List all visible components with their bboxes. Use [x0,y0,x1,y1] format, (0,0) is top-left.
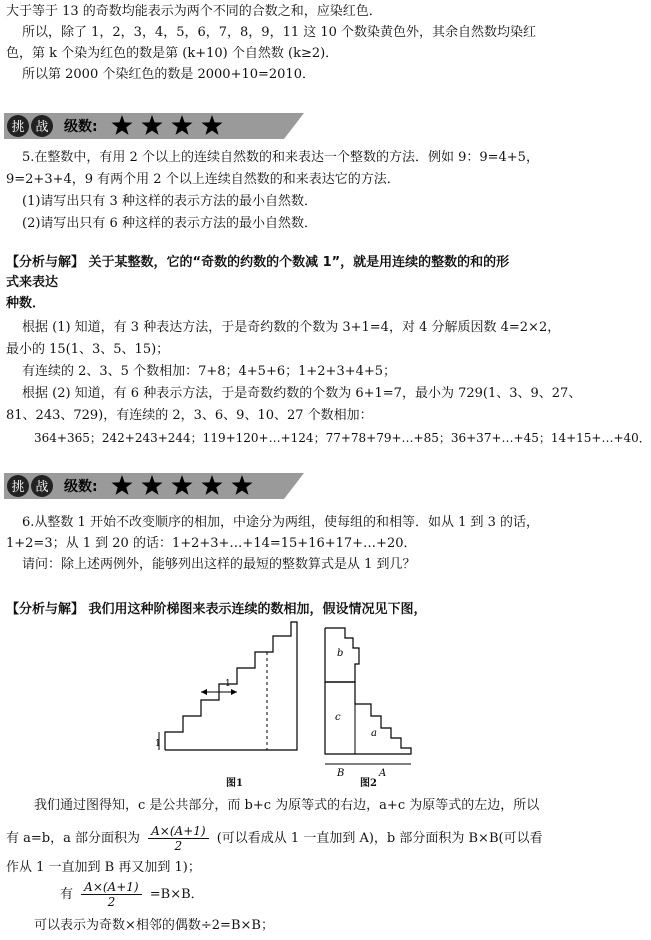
text-line: 大于等于 13 的奇数均能表示为两个不同的合数之和，应染红色． [6,4,382,19]
figure-caption: 图2 [360,778,377,789]
answer-line: 81、243、729)，有连续的 2，3、6、9、10、27 个数相加： [6,408,373,423]
challenge-banner-5 [4,473,304,499]
question-line: 1+2=3；从 1 到 20 的话：1+2+3+…+14=15+16+17+…+20． [6,536,417,551]
answer-text: 有 [60,887,74,902]
question-line: 6.从整数 1 开始不改变顺序的相加，中途分为两组，使每组的和相等．如从 1 到 3 的话， [22,515,540,530]
text-line: 色，第 k 个染为红色的数是第 (k+10) 个自然数 (k≥2)． [6,46,339,61]
text-line: 所以第 2000 个染红色的数是 2000+10=2010． [22,67,315,82]
question-line: 请问：除上述两例外，能够列出这样的最短的整数算式是从 1 到几？ [22,557,416,572]
challenge-banner-4 [4,113,304,139]
fraction-numerator: A×(A+1) [148,824,208,839]
fig2-label-B: B [337,768,345,779]
fig2-region-a: a [371,728,377,739]
answer-line: 可以表示为奇数×相邻的偶数÷2=B×B； [34,918,274,933]
answer-heading: 式来表达 [6,275,59,290]
badge-char-1: 挑 [11,480,25,495]
staircase-figure-2 [315,618,425,778]
fig2-label-A: A [379,768,387,779]
question-line: 5.在整数中，有用 2 个以上的连续自然数的和来表达一个整数的方法．例如 9：9=4+5， [22,150,539,165]
fraction-denominator: 2 [107,895,116,909]
answer-heading: 【分析与解】 我们用这种阶梯图来表示连续的数相加，假设情况见下图， [6,602,427,617]
badge-char-2: 战 [35,480,49,495]
answer-text: =B×B． [149,887,204,902]
fig1-step-height-label: 1 [155,739,161,749]
question-subitem: (1)请写出只有 3 种这样的表示方法的最小自然数． [22,194,317,209]
answer-line [6,822,543,856]
answer-heading: 【分析与解】 关于某整数，它的“奇数的约数的个数减 1”，就是用连续的整数的和的形 [6,255,510,270]
fig2-region-c: c [335,712,341,723]
answer-text: (可以看成从 1 一直加到 A)，b 部分面积为 B×B(可以看 [216,831,543,846]
answer-line: 作从 1 一直加到 B 再又加到 1)； [6,860,201,875]
answer-line: 我们通过图得知，c 是公共部分，而 b+c 为原等式的右边，a+c 为原等式的左边，所以 [34,798,540,813]
answer-line: 364+365；242+243+244；119+120+…+124；77+78+79+…+85；36+37+…+45；14+15+…+40． [34,431,651,445]
answer-line: 有连续的 2、3、5 个数相加：7+8；4+5+6；1+2+3+4+5； [22,364,397,379]
fraction [148,824,208,853]
staircase-figure-1 [155,622,305,772]
badge-char-1: 挑 [11,120,25,135]
fraction [81,880,141,909]
question-line: 9=2+3+4，9 有两个用 2 个以上连续自然数的和来表达它的方法． [6,172,400,187]
level-label: 级数: [64,479,98,495]
answer-text: 有 a=b，a 部分面积为 [6,831,140,846]
answer-line: 根据 (2) 知道，有 6 种表示方法，于是奇数约数的个数为 6+1=7，最小为 729(1、3、9、27、 [22,386,582,401]
badge-char-2: 战 [35,120,49,135]
question-subitem: (2)请写出只有 6 种这样的表示方法的最小自然数． [22,216,317,231]
answer-line: 最小的 15(1、3、5、15)； [6,342,170,357]
answer-heading: 种数． [6,296,46,311]
fraction-numerator: A×(A+1) [81,880,141,895]
fraction-denominator: 2 [174,839,183,853]
fig1-step-width-label: 1 [225,679,231,689]
answer-line: 根据 (1) 知道，有 3 种表达方法，于是奇约数的个数为 3+1=4，对 4 分解质因数 4=2×2， [22,320,561,335]
figure-caption: 图1 [226,778,243,789]
text-line: 所以，除了 1，2，3，4，5，6，7，8，9，11 这 10 个数染黄色外，其余自然数均染红 [22,25,537,40]
fig2-region-b: b [337,648,344,659]
level-label: 级数: [64,119,98,135]
answer-line [60,878,204,912]
